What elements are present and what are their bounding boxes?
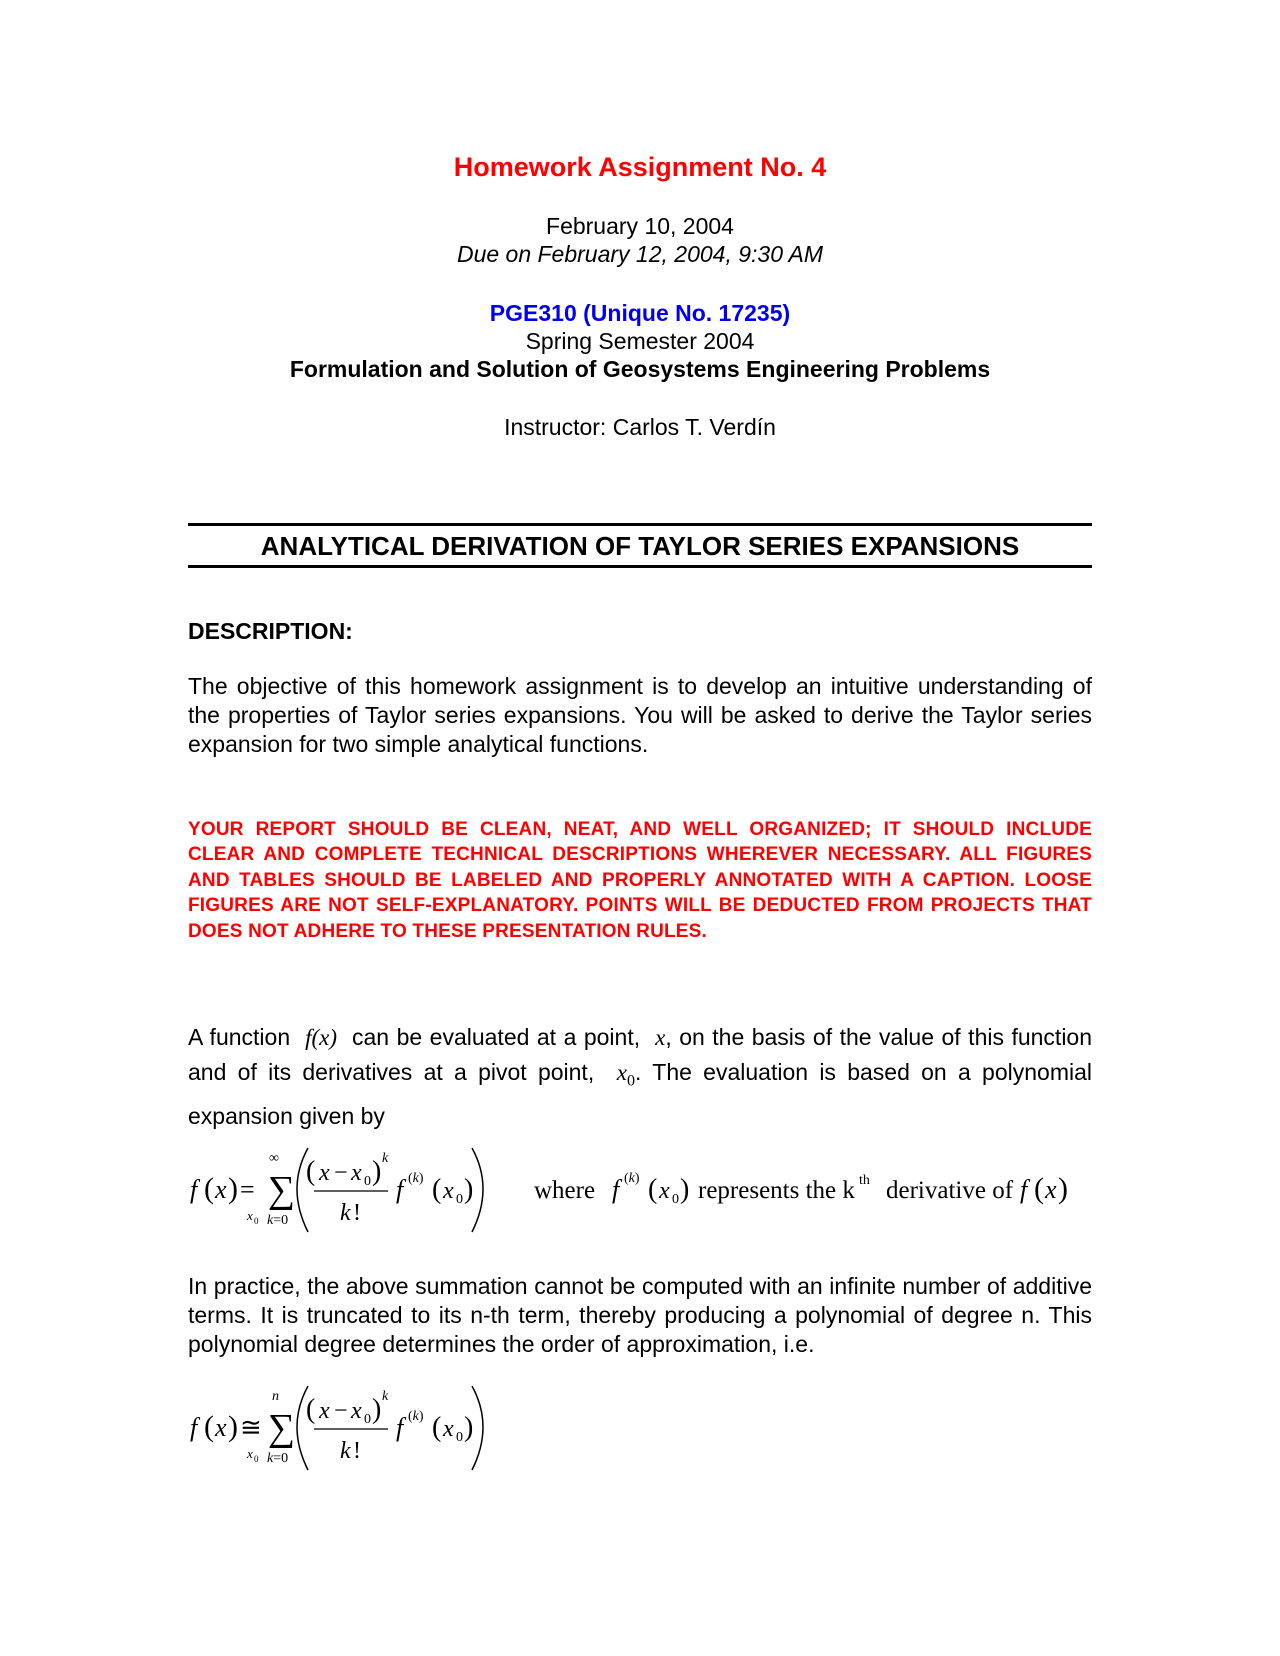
svg-text:−: −	[334, 1160, 348, 1186]
svg-text:): )	[372, 1156, 382, 1187]
svg-text:f: f	[612, 1175, 620, 1204]
point-symbol: x	[655, 1025, 666, 1050]
svg-text:0: 0	[254, 1216, 259, 1226]
svg-text:(: (	[306, 1156, 316, 1187]
assignment-date: February 10, 2004	[546, 213, 734, 239]
description-label: DESCRIPTION:	[188, 618, 353, 644]
summation-icon: ∑	[268, 1169, 296, 1211]
semester: Spring Semester 2004	[525, 328, 755, 354]
instructor: Instructor: Carlos T. Verdín	[504, 414, 776, 440]
svg-text:(: (	[306, 1394, 316, 1425]
svg-text:k=0: k=0	[267, 1213, 289, 1228]
svg-text:x: x	[351, 1398, 362, 1424]
svg-text:): )	[228, 1410, 238, 1443]
svg-text:0: 0	[456, 1192, 463, 1207]
svg-text:x: x	[247, 1446, 253, 1461]
svg-text:f: f	[1020, 1175, 1028, 1204]
right-paren	[472, 1386, 483, 1470]
approx-symbol: ≅	[240, 1413, 262, 1442]
svg-text:(k): (k)	[624, 1171, 640, 1186]
svg-text:0: 0	[456, 1430, 463, 1445]
assignment-title: Homework Assignment No. 4	[453, 152, 827, 182]
svg-text:k: k	[382, 1389, 389, 1404]
svg-text:th: th	[859, 1173, 870, 1188]
svg-text:x: x	[319, 1160, 330, 1186]
svg-text:0: 0	[364, 1412, 371, 1427]
svg-text:x: x	[1045, 1175, 1057, 1204]
svg-text:x: x	[443, 1178, 454, 1204]
svg-text:(: (	[432, 1174, 442, 1205]
svg-text:): )	[228, 1172, 238, 1205]
svg-text:x: x	[351, 1160, 362, 1186]
svg-text:): )	[464, 1174, 474, 1205]
presentation-warning: YOUR REPORT SHOULD BE CLEAN, NEAT, AND WELL ORGANIZED; IT SHOULD INCLUDE CLEAR AND COMPLETE TECHNICAL DESCRIPTIONS WHEREVER NECESSARY. ALL FIGURES AND TABLES SHOULD BE LABELED AND PROPERLY ANNOTATED WITH A CAPTION. LOOSE FIGURES ARE NOT SELF-EXPLANATORY. POINTS WILL BE DEDUCTED FROM PROJECTS THAT DOES NOT ADHERE TO THESE PRESENTATION RULES.	[188, 819, 1092, 942]
pivot-symbol: $x_0$	[616, 1060, 636, 1090]
svg-text:x: x	[319, 1398, 330, 1424]
function-symbol: f(x)	[305, 1025, 338, 1050]
svg-text:represents the k: represents the k	[698, 1177, 855, 1204]
svg-text:0: 0	[364, 1174, 371, 1189]
svg-text:): )	[680, 1174, 690, 1205]
description-paragraph: The objective of this homework assignment is to develop an intuitive understanding of the properties of Taylor series expansions. You will be asked to derive the Taylor series expansion for two simple analytical functions.	[188, 673, 1092, 757]
taylor-series-equation	[188, 1140, 1092, 1250]
svg-text:k: k	[340, 1438, 351, 1464]
svg-text:x: x	[215, 1175, 227, 1204]
svg-text:f: f	[396, 1413, 404, 1442]
sum-upper-limit: n	[272, 1389, 279, 1404]
svg-text:where: where	[534, 1177, 596, 1204]
svg-text:k=0: k=0	[267, 1451, 289, 1466]
sum-upper-limit: ∞	[269, 1151, 279, 1166]
summation-icon: ∑	[268, 1407, 296, 1449]
svg-text:x: x	[659, 1178, 670, 1204]
svg-text:!: !	[353, 1438, 361, 1464]
svg-text:f: f	[190, 1413, 198, 1442]
svg-text:0: 0	[254, 1454, 259, 1464]
svg-text:derivative of: derivative of	[886, 1177, 1014, 1204]
svg-text:(k): (k)	[408, 1409, 424, 1424]
svg-text:x: x	[215, 1413, 227, 1442]
svg-text:f: f	[396, 1175, 404, 1204]
svg-text:=: =	[240, 1175, 255, 1204]
course-name: Formulation and Solution of Geosystems Engineering Problems	[289, 356, 991, 382]
svg-text:f: f	[190, 1175, 198, 1204]
svg-text:x: x	[247, 1208, 253, 1223]
section-rule-bottom	[188, 565, 1092, 568]
truncated-series-equation	[188, 1378, 508, 1488]
section-title: ANALYTICAL DERIVATION OF TAYLOR SERIES EXPANSIONS	[260, 531, 1020, 561]
svg-text:): )	[464, 1412, 474, 1443]
due-date: Due on February 12, 2004, 9:30 AM	[456, 241, 824, 267]
svg-text:(: (	[204, 1172, 214, 1205]
svg-text:): )	[372, 1394, 382, 1425]
course-code: PGE310 (Unique No. 17235)	[489, 300, 791, 326]
svg-text:(: (	[432, 1412, 442, 1443]
svg-text:k: k	[340, 1200, 351, 1226]
svg-text:!: !	[353, 1200, 361, 1226]
svg-text:−: −	[334, 1398, 348, 1424]
svg-text:(: (	[648, 1174, 658, 1205]
svg-text:(: (	[1034, 1172, 1044, 1205]
svg-text:x: x	[443, 1416, 454, 1442]
svg-text:k: k	[382, 1151, 389, 1166]
practice-paragraph: In practice, the above summation cannot be computed with an infinite number of additive terms. It is truncated to its n-th term, thereby producing a polynomial of degree n. This polynomial degree determines the order of approximation, i.e.	[188, 1273, 1092, 1357]
intro-paragraph: A function f(x) can be evaluated at a point, x, on the basis of the value of this function and of its derivatives at a pivot point, $x_0$. The evaluation is based on a polynomial expansion given by	[188, 1024, 1093, 1129]
right-paren	[472, 1148, 483, 1232]
svg-text:(: (	[204, 1410, 214, 1443]
svg-text:(k): (k)	[408, 1171, 424, 1186]
section-rule-top	[188, 523, 1092, 526]
svg-text:): )	[1058, 1172, 1068, 1205]
svg-text:0: 0	[672, 1192, 679, 1207]
